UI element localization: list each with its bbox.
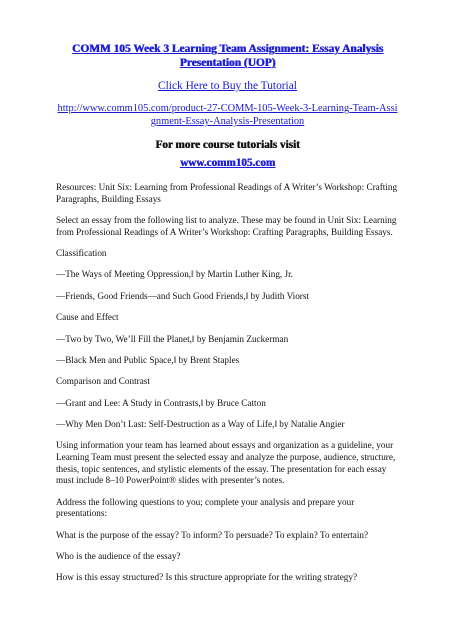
instructions-paragraph: Select an essay from the following list to analyze. These may be found in Unit Six: Learning from Professional Readings of A Writer’s Workshop: Crafting Paragraphs, Building Essays.	[56, 214, 397, 237]
essay-list-item: ―Friends, Good Friends—and Such Good Friends,‖ by Judith Viorst	[56, 290, 309, 301]
category-heading: Classification	[56, 247, 107, 258]
document-title: COMM 105 Week 3 Learning Team Assignment: Essay Analysis Presentation (UOP)	[71, 43, 384, 69]
essay-list-item: ―Two by Two, We’ll Fill the Planet,‖ by Benjamin Zuckerman	[56, 333, 289, 344]
question-item: What is the purpose of the essay? To inform? To persuade? To explain? To entertain?	[56, 529, 369, 540]
team-instructions-paragraph: Using information your team has learned about essays and organization as a guideline, your Learning Team must present the selected essay and analyze the purpose, audience, structure, thesis, topic sentences, and stylistic elements of the essay. The presentation for each essay must include 8–10 PowerPoint® slides with presenter’s notes.	[56, 440, 396, 486]
category-heading: Cause and Effect	[56, 312, 119, 323]
question-item: Who is the audience of the essay?	[56, 551, 181, 562]
questions-intro-paragraph: Address the following questions to you; complete your analysis and prepare your presentations:	[56, 496, 355, 519]
resources-paragraph: Resources: Unit Six: Learning from Professional Readings of A Writer’s Workshop: Crafting Paragraphs, Building Essays	[56, 182, 398, 204]
site-link[interactable]: www.comm105.com	[179, 157, 276, 169]
essay-list-item: ―The Ways of Meeting Oppression,‖ by Martin Luther King, Jr.	[56, 269, 293, 280]
product-url-link[interactable]: http://www.comm105.com/product-27-COMM-105-Week-3-Learning-Team-Assignment-Essay-Analysis-Presentation	[57, 103, 398, 127]
question-item: How is this essay structured? Is this structure appropriate for the writing strategy?	[56, 572, 358, 583]
category-heading: Comparison and Contrast	[56, 376, 150, 387]
more-tutorials-text: For more course tutorials visit	[155, 139, 300, 151]
essay-list-item: ―Grant and Lee: A Study in Contrasts,‖ by Bruce Catton	[56, 397, 266, 408]
essay-list-item: ―Why Men Don’t Last: Self-Destruction as a Way of Life,‖ by Natalie Angier	[56, 419, 345, 430]
buy-tutorial-link[interactable]: Click Here to Buy the Tutorial	[158, 80, 297, 92]
essay-list-item: ―Black Men and Public Space,‖ by Brent Staples	[56, 354, 240, 365]
